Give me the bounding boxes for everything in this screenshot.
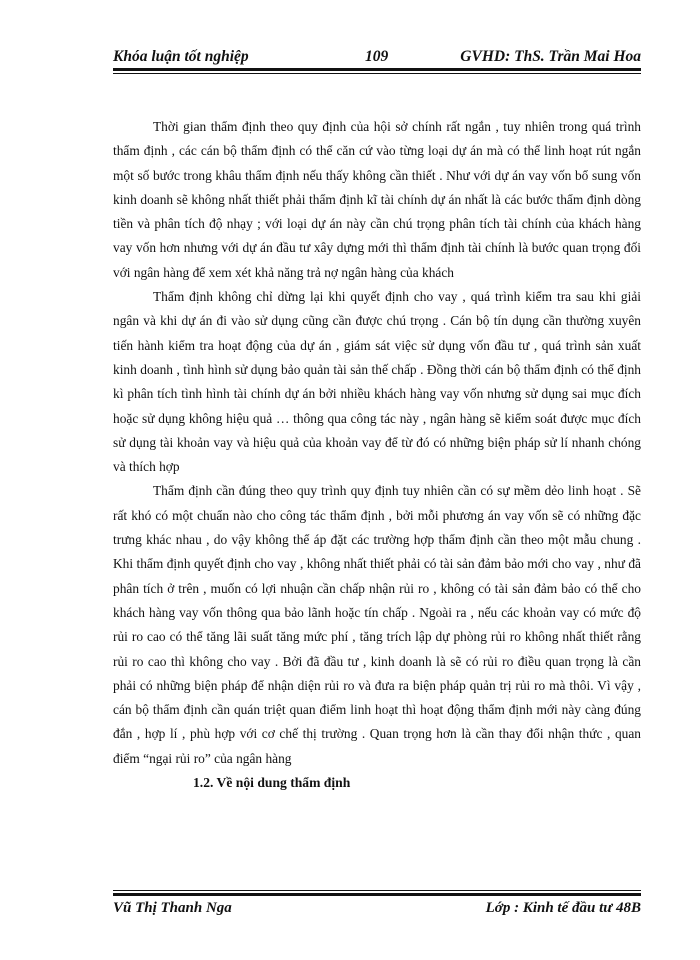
header-thesis-title: Khóa luận tốt nghiệp [113,48,249,65]
paragraph-2: Thẩm định không chỉ dừng lại khi quyết định cho vay , quá trình kiểm tra sau khi giải ngân và khi dự án đi vào sử dụng cũng cần được chú trọng . Cán bộ tín dụng cần thường xuyên tiến hành kiểm tra hoạt động của dự án , giám sát việc sử dụng vốn đầu tư , quá trình sản xuất kinh doanh , tình hình sử dụng bảo quản tài sản thế chấp . Đồng thời cán bộ thẩm định có thể định kì phân tích tình hình tài chính dự án bởi nhiều khách hàng vay vốn nhưng sử dụng sai mục đích hoặc sử dụng không hiệu quả … thông qua công tác này , ngân hàng sẽ kiểm soát được mục đích sử dụng tài khoản vay và hiệu quả của khoản vay để từ đó có những biện pháp sử lí nhanh chóng và thích hợp [113,289,641,475]
header-rule-thick [113,68,641,71]
header-rule-thin [113,73,641,74]
paragraph-1: Thời gian thẩm định theo quy định của hội sở chính rất ngắn , tuy nhiên trong quá trình thẩm định , các cán bộ thẩm định có thể căn cứ vào từng loại dự án mà có thể linh hoạt rút ngắn một số bước trong khâu thẩm định nếu thấy không cần thiết . Như với dự án vay vốn bổ sung vốn kinh doanh sẽ không nhất thiết phải thẩm định kĩ tài chính dự án nhất là các bước thẩm định dòng tiền và phân tích độ nhạy ; với loại dự án này cần chú trọng phân tích tài chính của khách hàng vay vốn hơn nhưng với dự án đầu tư xây dựng mới thì thẩm định tài chính là bước quan trọng đối với ngân hàng để xem xét khả năng trả nợ ngân hàng của khách [113,119,641,280]
page-number: 109 [365,48,389,65]
paragraph-3: Thẩm định cần đúng theo quy trình quy định tuy nhiên cần có sự mềm dẻo linh hoạt . Sẽ rất khó có một chuẩn nào cho công tác thẩm định , bởi mỗi phương án vay vốn sẽ có những đặc trưng khác nhau , do vậy không thể áp đặt các trường hợp thẩm định cần theo một mẫu chung . Khi thẩm định quyết định cho vay , không nhất thiết phải có tài sản đảm bảo mới cho vay , như đã phân tích ở trên , muốn có lợi nhuận cần chấp nhận rủi ro , không có tài sản đảm bảo có thể cho khách hàng vay vốn thông qua bảo lãnh hoặc tín chấp . Ngoài ra , nếu các khoản vay có mức độ rủi ro cao có thể tăng lãi suất tăng mức phí , tăng trích lập dự phòng rủi ro không nhất thiết rằng rủi ro cao thì không cho vay . Bởi đã đầu tư , kinh doanh là sẽ có rủi ro điều quan trọng là cần phải có những biện pháp để nhận diện rủi ro và đưa ra biện pháp quản trị rủi ro mà thôi. Vì vậy , cán bộ thẩm định cần quán triệt quan điểm linh hoạt thì hoạt động thẩm định mới này càng đúng đắn , hợp lí , phù hợp với cơ chế thị trường . Quan trọng hơn là cần thay đổi nhận thức , quan điểm “ngại rủi ro” của ngân hàng [113,483,641,766]
page-header [113,44,641,66]
footer-rule-thin [113,890,641,891]
page-footer [113,900,641,922]
footer-class: Lớp : Kinh tế đầu tư 48B [485,900,641,916]
body-text [113,115,641,795]
footer-author: Vũ Thị Thanh Nga [113,900,232,916]
section-heading: 1.2. Về nội dung thẩm định [193,775,351,791]
footer-rule-thick [113,893,641,896]
header-supervisor: GVHD: ThS. Trần Mai Hoa [460,48,641,65]
